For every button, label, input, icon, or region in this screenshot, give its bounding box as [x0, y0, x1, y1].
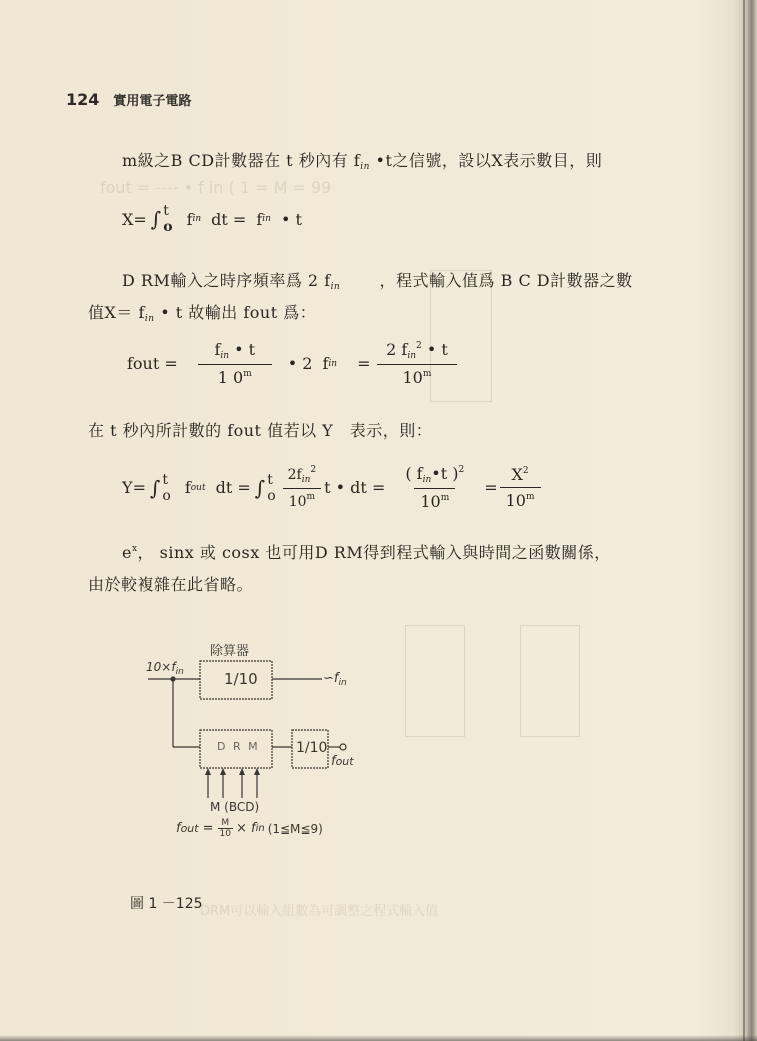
- text: 10×f: [146, 660, 176, 674]
- upper-limit: t: [162, 471, 169, 488]
- paragraph-functions-line2: 由於較複雜在此省略。: [88, 575, 254, 594]
- numerator-tail: • t: [426, 340, 448, 359]
- input-label: [146, 660, 184, 677]
- subscript-in: in: [144, 314, 155, 324]
- integral-sign: ∫ t o: [150, 203, 173, 235]
- paragraph-y-count: 在 t 秒內所計數的 fout 值若以 Y 表示，則：: [88, 421, 433, 440]
- m-range: (1≦M≦9): [267, 821, 323, 836]
- bleed-through-box: [520, 625, 580, 737]
- book-title: 實用電子電路: [113, 94, 192, 109]
- page-bottom-shadow: [0, 1035, 757, 1041]
- paragraph-drm-line2: [88, 300, 316, 324]
- denominator: 10: [420, 492, 441, 511]
- lower-limit: o: [267, 487, 276, 504]
- numerator: 2: [386, 340, 397, 359]
- eq-lhs: fout =: [127, 354, 178, 373]
- page-number: 124: [66, 90, 100, 109]
- bleed-through-text: fout = ---- • f in ( 1 = M = 99: [100, 178, 332, 197]
- symbol-f: f: [138, 303, 145, 322]
- lower-limit: o: [163, 219, 173, 235]
- eq-middle: • 2: [287, 354, 313, 373]
- upper-limit: t: [163, 203, 169, 219]
- bleed-through-box: [405, 625, 465, 737]
- subscript-in: in: [262, 214, 271, 224]
- times-f: × f: [235, 821, 256, 836]
- fraction: [391, 464, 478, 511]
- text: • t 故輸出 fout 爲：: [160, 303, 317, 322]
- superscript: 2: [522, 466, 529, 476]
- figure-caption: 圖 1 －125: [130, 896, 203, 912]
- denominator: 10: [288, 494, 307, 510]
- denominator: 10: [505, 491, 526, 510]
- superscript-m: m: [243, 369, 252, 379]
- symbol-f: f: [322, 354, 329, 373]
- subscript-in: in: [338, 678, 347, 688]
- output-formula: [176, 818, 323, 839]
- fraction: [218, 818, 233, 839]
- output2-label: [331, 754, 354, 769]
- numerator-tail: • t: [234, 340, 256, 359]
- integrand: f: [186, 209, 193, 229]
- paragraph-functions-line1: [122, 540, 611, 563]
- integral-sign: ∫ t o: [254, 471, 276, 504]
- fraction: [500, 465, 541, 510]
- equals: =: [202, 821, 214, 836]
- paragraph-bcd-counter: [122, 148, 602, 172]
- superscript-m: m: [422, 369, 432, 379]
- text: ，程式輸入值爲 B C D計數器之數: [379, 271, 633, 290]
- integral-sign: ∫ t o: [149, 471, 171, 504]
- divider-title: 除算器: [210, 644, 250, 659]
- eq-rhs-tail: • t: [280, 209, 302, 229]
- superscript: 2: [458, 465, 465, 475]
- subscript-in: in: [330, 282, 341, 292]
- bleed-through-text: DRM可以輸入組數為可調整之程式輸入值: [200, 904, 439, 919]
- numerator: 2f: [287, 467, 302, 483]
- text: m級之B CD計數器在 t 秒內有: [122, 151, 349, 170]
- eq-lhs: X=: [122, 209, 147, 229]
- text: D RM輸入之時序頻率爲 2: [122, 271, 319, 290]
- fraction: [282, 465, 323, 510]
- drm-label: D R M: [217, 740, 260, 753]
- subscript-in: in: [220, 351, 230, 361]
- subscript-out: out: [180, 822, 199, 835]
- text: f: [331, 754, 336, 769]
- eq-lhs: Y=: [122, 478, 146, 497]
- equals: =: [357, 354, 371, 373]
- integrand: f: [184, 478, 191, 497]
- differential: dt =: [215, 478, 251, 497]
- symbol-f: f: [176, 821, 181, 836]
- subscript-out: out: [190, 482, 206, 493]
- numerator: f: [214, 340, 221, 359]
- page-header: [66, 90, 191, 109]
- text: ， sinx 或 cosx 也可用D RM得到程式輸入與時間之函數關係，: [137, 543, 611, 562]
- subscript-in: in: [192, 214, 202, 224]
- denominator: 10: [219, 829, 231, 839]
- equals: =: [484, 478, 498, 497]
- denominator: 1 0: [217, 368, 244, 387]
- equation-y-integral: [122, 464, 547, 511]
- equation-x-integral: [122, 203, 302, 235]
- upper-limit: t: [267, 471, 273, 488]
- differential: dt =: [211, 209, 247, 229]
- text: e: [122, 543, 132, 562]
- superscript-m: m: [306, 492, 316, 502]
- numerator-tail: •t ): [431, 464, 459, 483]
- m-bcd-label: M (BCD): [210, 800, 260, 814]
- subscript-in: in: [175, 667, 184, 677]
- superscript-m: m: [440, 493, 450, 503]
- output1-label: $∽f_{in}$: [323, 671, 347, 688]
- superscript-m: m: [525, 492, 535, 502]
- t-dt: t • dt =: [324, 478, 386, 497]
- subscript-in: in: [360, 162, 370, 172]
- superscript: 2: [416, 341, 422, 351]
- paragraph-drm-line1: [122, 268, 633, 292]
- divider1-label: 1/10: [224, 670, 258, 688]
- superscript: 2: [310, 465, 317, 475]
- symbol-f: f: [324, 271, 331, 290]
- symbol-f: f: [401, 340, 408, 359]
- denominator: 10: [402, 368, 423, 387]
- numerator: M: [221, 818, 230, 828]
- numerator: ( f: [405, 464, 423, 483]
- text: f: [333, 671, 339, 686]
- subscript-in: in: [422, 475, 432, 485]
- lower-limit: o: [162, 487, 171, 504]
- symbol-f: f: [353, 151, 361, 170]
- subscript-in: in: [328, 358, 338, 369]
- subscript-out: out: [335, 755, 354, 768]
- superscript-x: x: [131, 544, 138, 554]
- divider2-label: 1/10: [296, 740, 328, 756]
- text: •t之信號，設以X表示數目，則: [375, 151, 603, 170]
- subscript-in: in: [407, 351, 416, 361]
- equation-fout: [127, 340, 463, 387]
- book-spine-shadow: [743, 0, 745, 1041]
- fraction: [377, 340, 458, 387]
- numerator: X: [511, 465, 523, 484]
- text: 值X＝: [88, 303, 133, 322]
- subscript-in: in: [301, 475, 311, 485]
- subscript-in: in: [255, 823, 265, 834]
- eq-rhs: f: [256, 209, 263, 229]
- fraction: [198, 340, 272, 387]
